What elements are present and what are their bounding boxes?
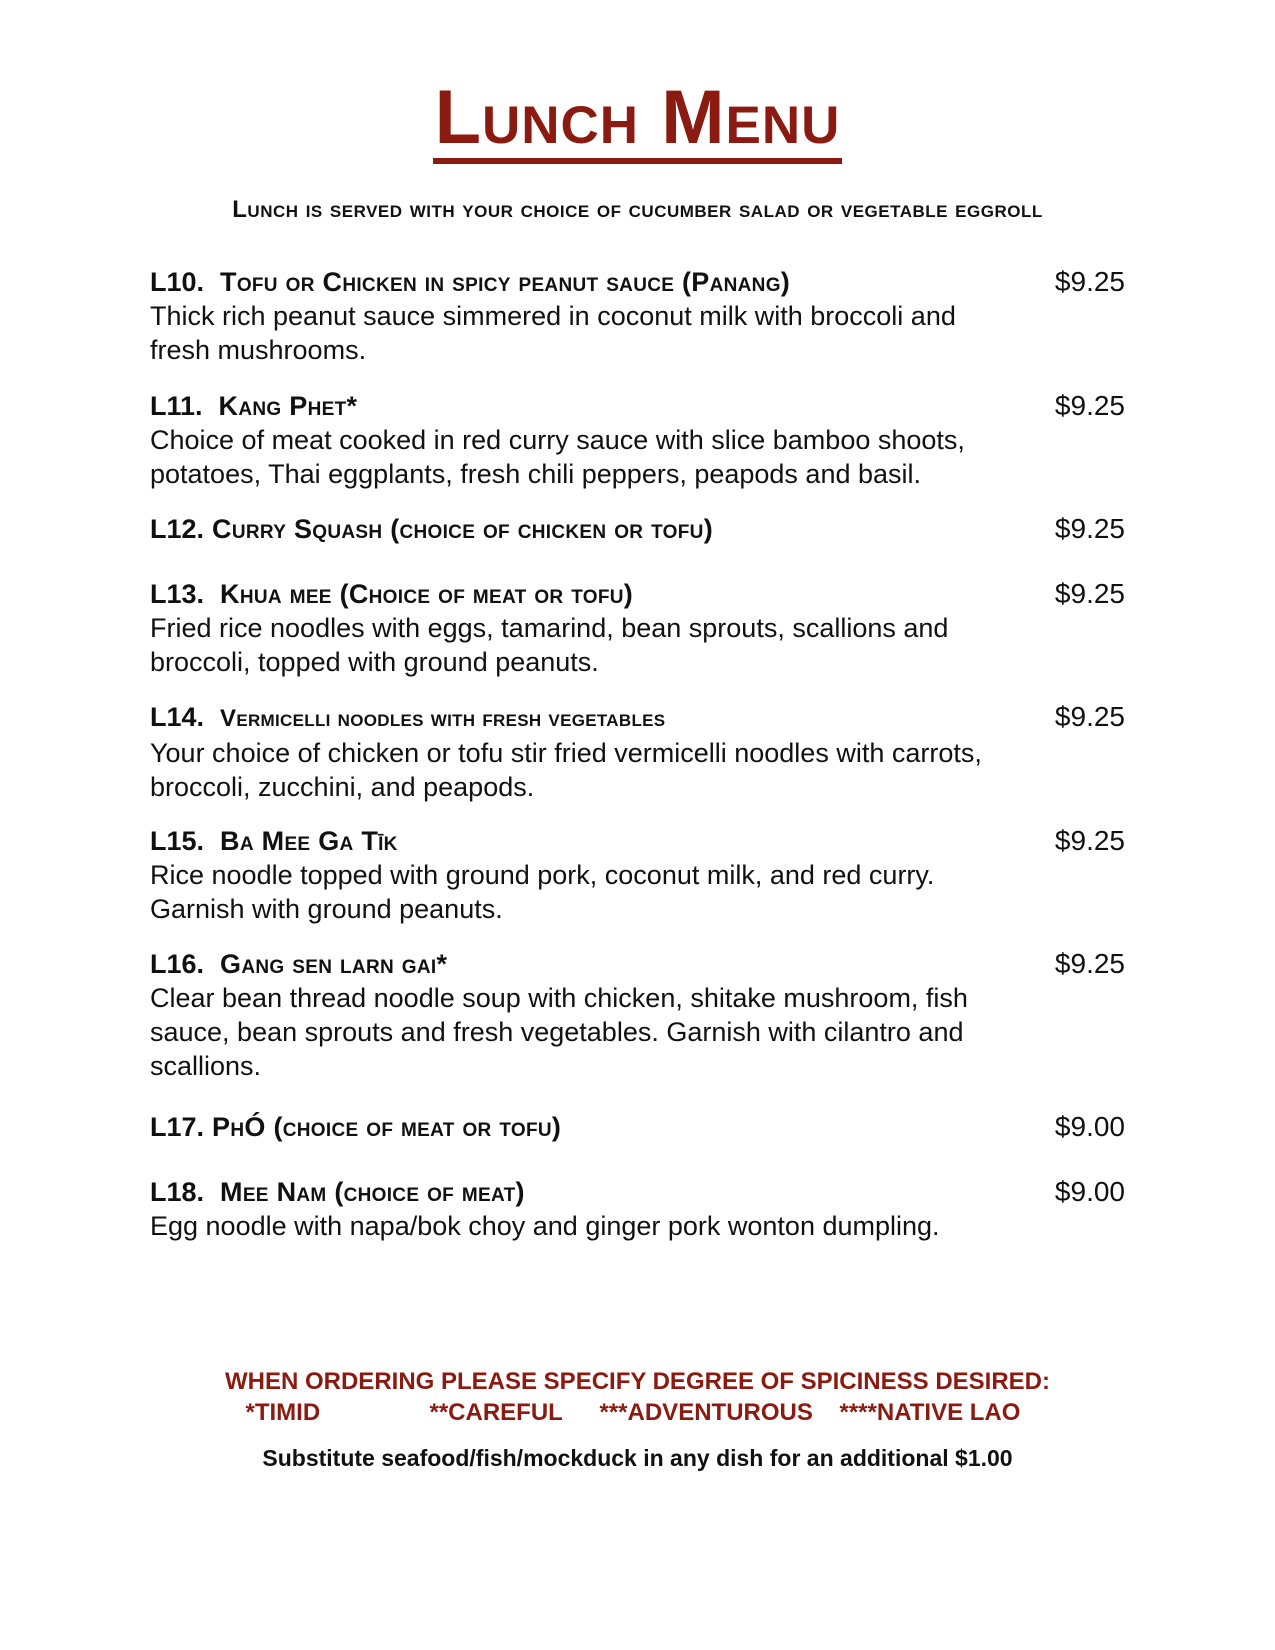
menu-item-header [150, 947, 1125, 981]
item-code: L16. [150, 949, 205, 979]
item-price: $9.25 [1054, 578, 1125, 609]
item-price: $9.00 [1054, 1176, 1125, 1207]
spice-level-native-lao: ****NATIVE LAO [839, 1399, 1021, 1426]
menu-item [150, 1110, 1125, 1144]
menu-item-header [150, 1110, 1125, 1144]
menu-item [150, 947, 1125, 1083]
item-description: Clear bean thread noodle soup with chicken, shitake mushroom, fish sauce, bean sprouts and fresh vegetables. Garnish with cilantro and scallions. [150, 983, 968, 1081]
item-description: Thick rich peanut sauce simmered in coconut milk with broccoli and fresh mushrooms. [150, 301, 956, 365]
item-name: Tofu or Chicken in spicy peanut sauce (Panang) [220, 267, 791, 297]
item-code: L13. [150, 579, 205, 609]
menu-item-header [150, 824, 1125, 858]
item-code: L14. [150, 702, 205, 732]
item-description: Your choice of chicken or tofu stir fried vermicelli noodles with carrots, broccoli, zucchini, and peapods. [150, 738, 982, 802]
item-code: L17. [150, 1112, 205, 1142]
menu-item-header [150, 265, 1125, 299]
menu-item-header [150, 1175, 1125, 1209]
item-description: Rice noodle topped with ground pork, coconut milk, and red curry. Garnish with ground peanuts. [150, 860, 935, 924]
item-description: Choice of meat cooked in red curry sauce with slice bamboo shoots, potatoes, Thai eggplants, fresh chili peppers, peapods and basil. [150, 425, 965, 489]
menu-item [150, 389, 1125, 491]
item-code: L15. [150, 826, 205, 856]
item-name: PhÓ (choice of meat or tofu) [212, 1112, 562, 1142]
item-price: $9.25 [1054, 701, 1125, 732]
spice-levels [0, 1397, 1275, 1428]
item-name: Kang Phet* [218, 391, 358, 421]
menu-item [150, 700, 1125, 804]
item-price: $9.25 [1054, 948, 1125, 979]
item-name: Gang sen larn gai* [220, 949, 448, 979]
menu-item-header [150, 389, 1125, 423]
title-text: Lunch Menu [433, 78, 843, 164]
item-price: $9.00 [1054, 1111, 1125, 1142]
item-description: Egg noodle with napa/bok choy and ginger pork wonton dumpling. [150, 1211, 940, 1241]
item-name: Khua mee (Choice of meat or tofu) [220, 579, 634, 609]
item-description: Fried rice noodles with eggs, tamarind, bean sprouts, scallions and broccoli, topped with ground peanuts. [150, 613, 949, 677]
menu-item [150, 265, 1125, 367]
item-name: Ba Mee Ga Tīk [220, 826, 398, 856]
menu-item [150, 512, 1125, 546]
item-name: Curry Squash (choice of chicken or tofu) [212, 514, 713, 544]
item-price: $9.25 [1054, 266, 1125, 297]
item-code: L11. [150, 391, 203, 421]
item-price: $9.25 [1054, 825, 1125, 856]
item-name: Vermicelli noodles with fresh vegetables [220, 705, 666, 732]
spice-notice-heading: WHEN ORDERING PLEASE SPECIFY DEGREE OF SPICINESS DESIRED: [224, 1368, 1051, 1395]
menu-item [150, 577, 1125, 679]
spice-notice [0, 1366, 1275, 1428]
menu-item [150, 824, 1125, 926]
item-code: L12. [150, 514, 205, 544]
spice-level-adventurous: ***ADVENTUROUS [599, 1399, 813, 1426]
menu-item-header [150, 512, 1125, 546]
item-code: L18. [150, 1177, 205, 1207]
substitution-note: Substitute seafood/fish/mockduck in any dish for an additional $1.00 [262, 1445, 1013, 1471]
menu-item [150, 1175, 1125, 1243]
spice-level-careful: **CAREFUL [429, 1399, 563, 1426]
spice-level-timid: *TIMID [245, 1399, 321, 1426]
item-code: L10. [150, 267, 205, 297]
item-price: $9.25 [1054, 390, 1125, 421]
menu-item-header [150, 577, 1125, 611]
menu-item-header [150, 700, 1125, 736]
subtitle: Lunch is served with your choice of cucumber salad or vegetable eggroll [232, 196, 1043, 223]
page-title [0, 75, 1275, 164]
item-price: $9.25 [1054, 513, 1125, 544]
item-name: Mee Nam (choice of meat) [220, 1177, 525, 1207]
